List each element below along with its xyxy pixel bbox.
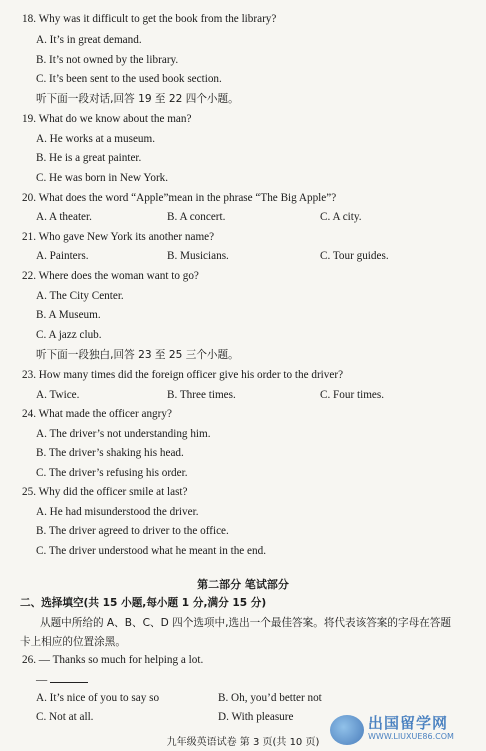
question-26-stem: 26. — Thanks so much for helping a lot. bbox=[22, 654, 204, 666]
q21-option-b: B. Musicians. bbox=[167, 250, 229, 262]
q22-option-a: A. The City Center. bbox=[36, 290, 124, 302]
q25-option-c: C. The driver understood what he meant in the end. bbox=[36, 545, 267, 557]
q21-option-c: C. Tour guides. bbox=[320, 250, 389, 262]
question-24-stem: 24. What made the officer angry? bbox=[22, 408, 172, 420]
q19-option-b: B. He is a great painter. bbox=[36, 152, 142, 164]
question-22-stem: 22. Where does the woman want to go? bbox=[22, 270, 199, 282]
q20-option-a: A. A theater. bbox=[36, 211, 92, 223]
q24-option-a: A. The driver’s not understanding him. bbox=[36, 428, 211, 440]
page-footer: 九年级英语试卷 第 3 页(共 10 页) bbox=[166, 737, 320, 748]
q20-option-b: B. A concert. bbox=[167, 211, 226, 223]
q23-option-a: A. Twice. bbox=[36, 389, 80, 401]
q22-option-b: B. A Museum. bbox=[36, 309, 101, 321]
q26-option-c: C. Not at all. bbox=[36, 711, 94, 723]
q23-option-c: C. Four times. bbox=[320, 389, 385, 401]
q26-reply-dash: — bbox=[36, 674, 48, 686]
q18-option-c: C. It’s been sent to the used book section. bbox=[36, 73, 222, 85]
q26-option-a: A. It’s nice of you to say so bbox=[36, 692, 160, 704]
section-instruction-line2: 卡上相应的位置涂黑。 bbox=[20, 636, 126, 648]
watermark-url: WWW.LIUXUE86.COM bbox=[368, 732, 454, 741]
q20-option-c: C. A city. bbox=[320, 211, 362, 223]
q18-option-a: A. It’s in great demand. bbox=[36, 34, 142, 46]
q22-option-c: C. A jazz club. bbox=[36, 329, 102, 341]
section-title: 第二部分 笔试部分 bbox=[197, 578, 289, 591]
q19-option-a: A. He works at a museum. bbox=[36, 133, 155, 145]
watermark-title: 出国留学网 bbox=[368, 714, 449, 732]
instruction-19-22: 听下面一段对话,回答 19 至 22 四个小题。 bbox=[36, 93, 239, 105]
globe-logo-icon bbox=[330, 715, 364, 745]
q24-option-b: B. The driver’s shaking his head. bbox=[36, 447, 184, 459]
q24-option-c: C. The driver’s refusing his order. bbox=[36, 467, 188, 479]
q19-option-c: C. He was born in New York. bbox=[36, 172, 169, 184]
question-18-stem: 18. Why was it difficult to get the book from the library? bbox=[22, 13, 277, 25]
section-heading: 二、选择填空(共 15 小题,每小题 1 分,满分 15 分) bbox=[20, 597, 267, 609]
instruction-23-25: 听下面一段独白,回答 23 至 25 三个小题。 bbox=[36, 349, 239, 361]
q26-option-d: D. With pleasure bbox=[218, 711, 294, 723]
q26-answer-blank bbox=[50, 672, 88, 683]
q18-option-b: B. It’s not owned by the library. bbox=[36, 54, 179, 66]
section-instruction-line1: 从题中所给的 A、B、C、D 四个选项中,选出一个最佳答案。将代表该答案的字母在答题 bbox=[40, 617, 451, 629]
q25-option-a: A. He had misunderstood the driver. bbox=[36, 506, 199, 518]
watermark bbox=[330, 712, 480, 748]
q26-reply-line bbox=[36, 672, 88, 687]
question-19-stem: 19. What do we know about the man? bbox=[22, 113, 192, 125]
q23-option-b: B. Three times. bbox=[167, 389, 236, 401]
question-25-stem: 25. Why did the officer smile at last? bbox=[22, 486, 188, 498]
q26-option-b: B. Oh, you’d better not bbox=[218, 692, 322, 704]
question-20-stem: 20. What does the word “Apple”mean in the phrase “The Big Apple”? bbox=[22, 192, 337, 204]
question-21-stem: 21. Who gave New York its another name? bbox=[22, 231, 215, 243]
question-23-stem: 23. How many times did the foreign officer give his order to the driver? bbox=[22, 369, 344, 381]
q21-option-a: A. Painters. bbox=[36, 250, 89, 262]
q25-option-b: B. The driver agreed to driver to the office. bbox=[36, 525, 229, 537]
